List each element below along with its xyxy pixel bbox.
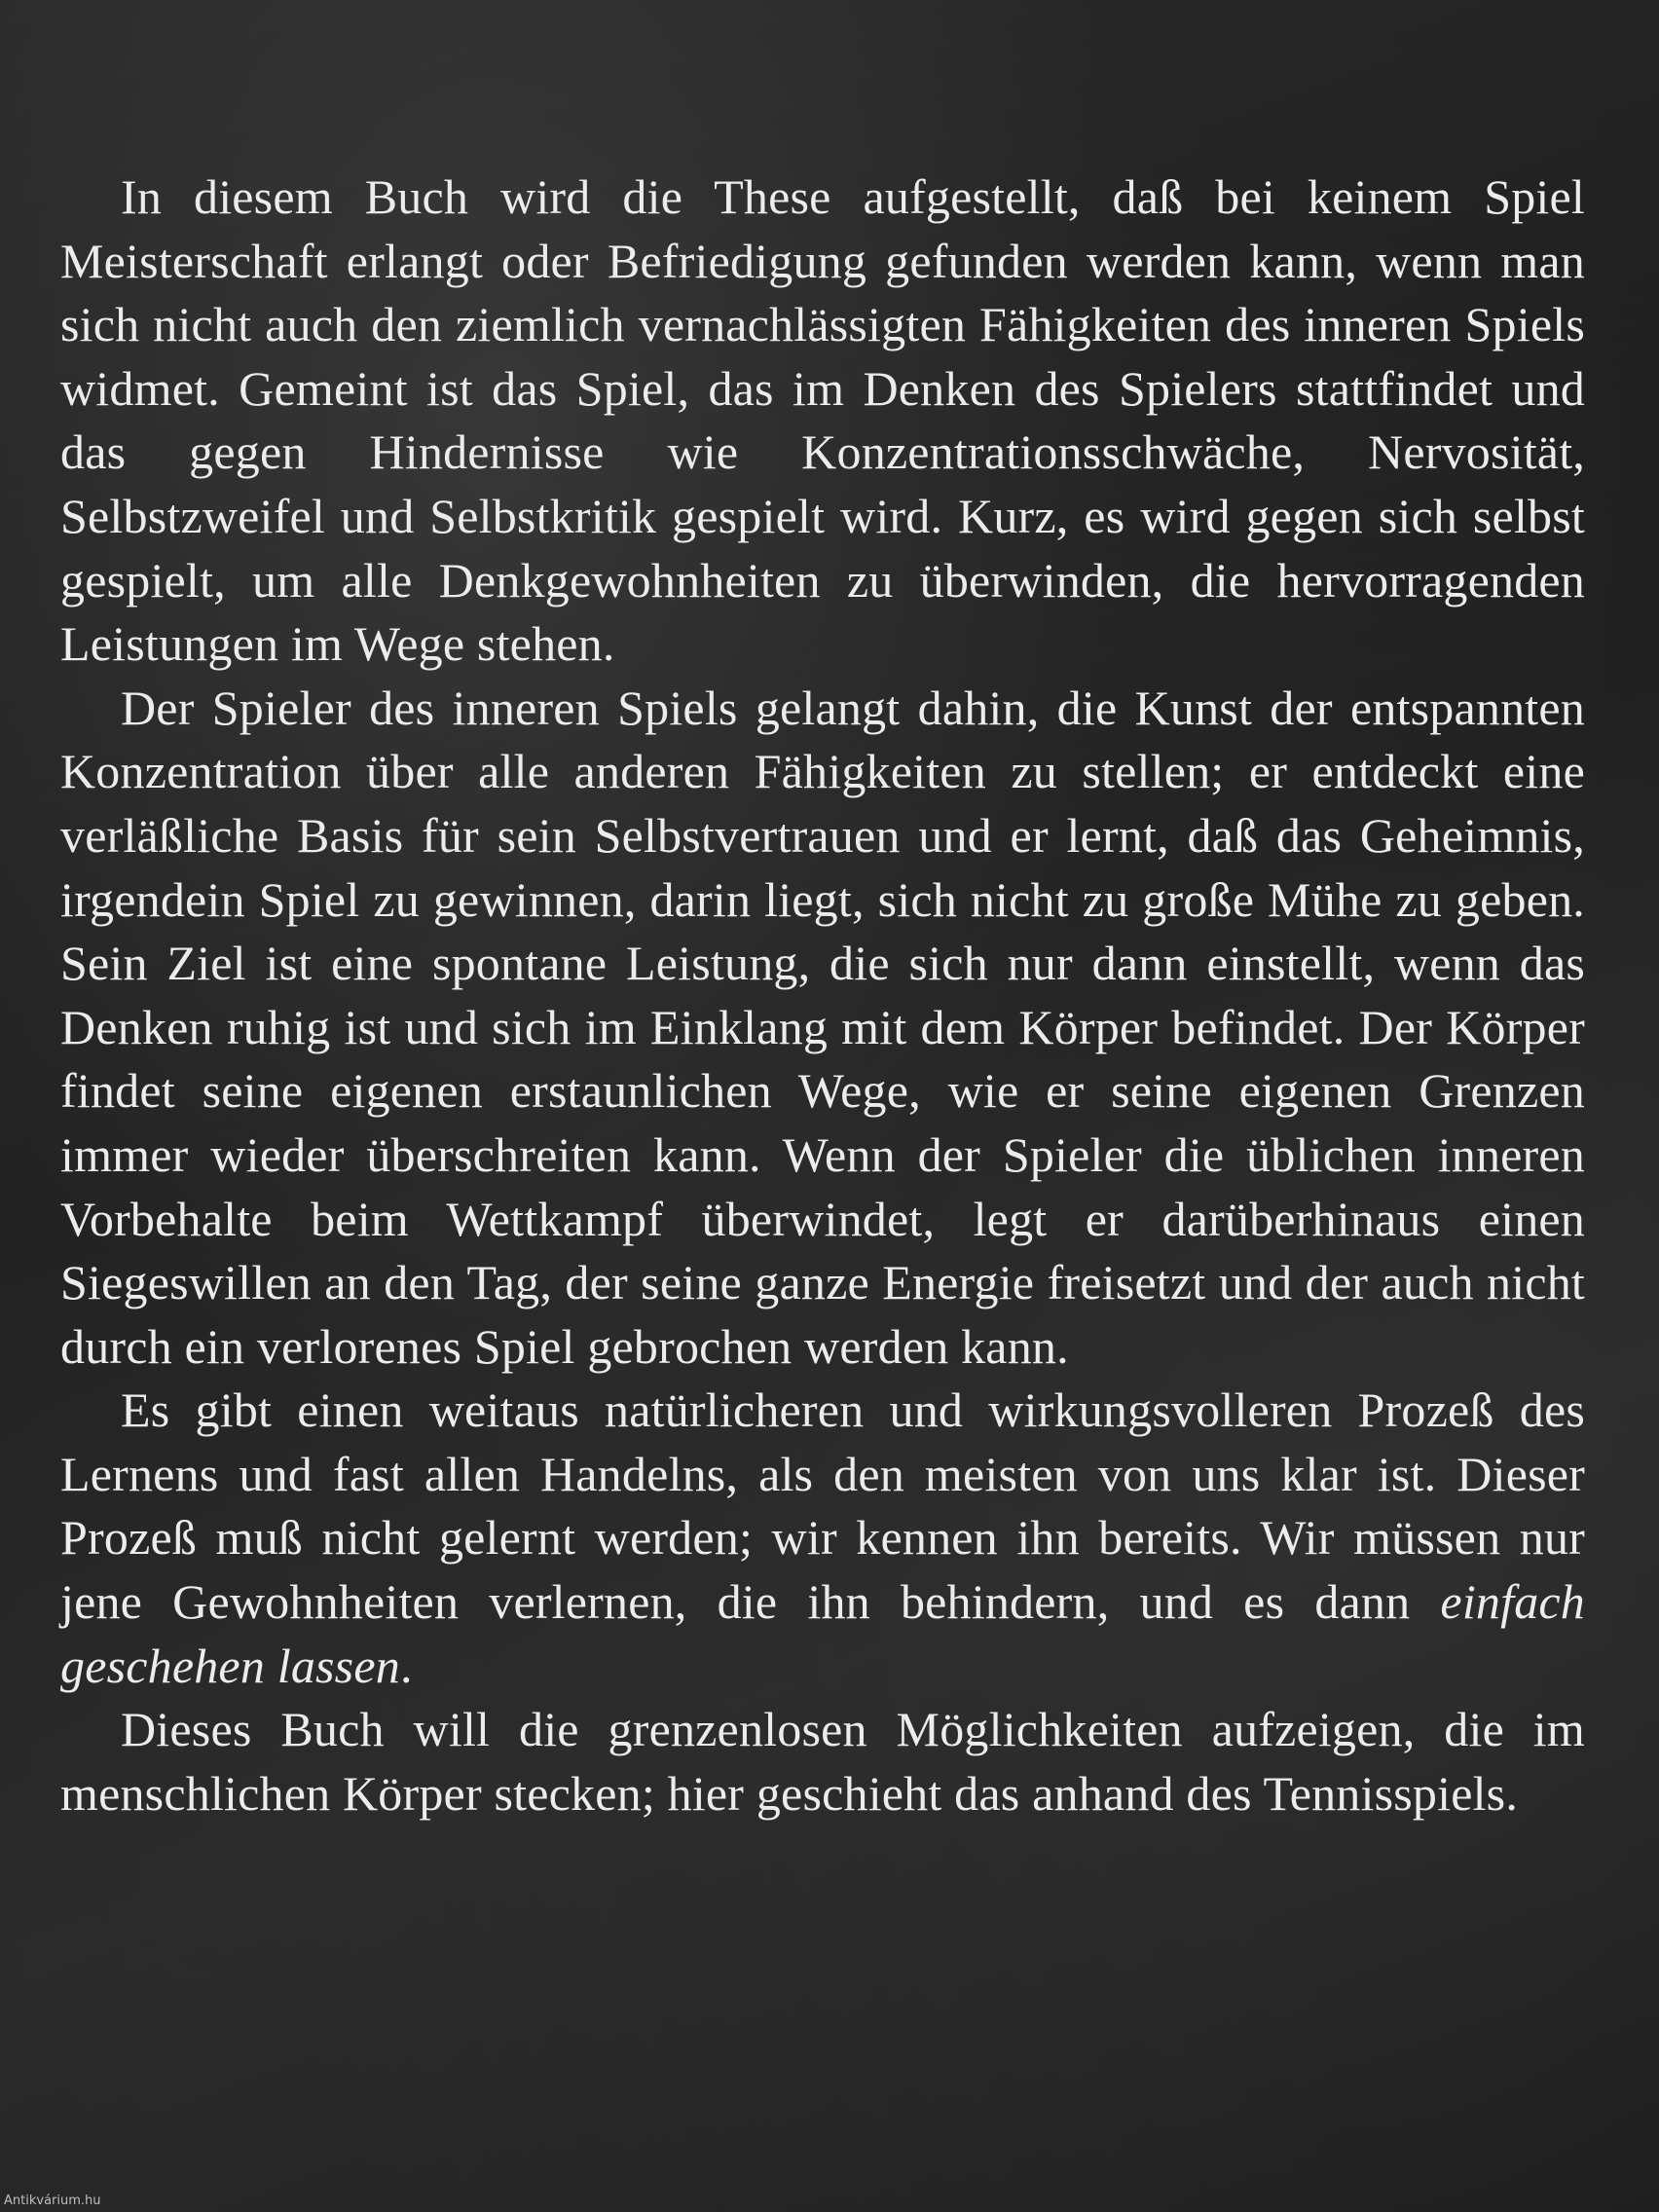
blurb-paragraph-3-text: Es gibt einen weitaus natürlicheren und wirkungsvolleren Prozeß des Lernens und fast allen Handelns, als den meisten von uns klar ist. Dieser Prozeß muß nicht gelernt werden; wir kennen ihn bereits. Wir müssen nur jene Gewohnheiten verlernen, die ihn behindern, und es dann: [60, 1382, 1585, 1630]
blurb-paragraph-1: In diesem Buch wird die These aufgestellt, daß bei keinem Spiel Meisterschaft erlangt oder Befriedigung gefunden werden kann, wenn man sich nicht auch den ziemlich vernachlässigten Fähigkeiten des inneren Spiels widmet. Gemeint ist das Spiel, das im Denken des Spielers stattfindet und das gegen Hindernisse wie Konzentrationsschwäche, Nervosität, Selbstzweifel und Selbstkritik gespielt wird. Kurz, es wird gegen sich selbst gespielt, um alle Denkgewohnheiten zu überwinden, die hervorragenden Leistungen im Wege stehen.: [60, 169, 1585, 672]
blurb-paragraph-3-emphasis: einfach geschehen lassen: [60, 1574, 1585, 1693]
blurb-paragraph-3-end: .: [399, 1638, 413, 1693]
blurb-text-block: [60, 166, 1585, 1825]
blurb-paragraph-3: [60, 1379, 1585, 1698]
blurb-paragraph-4: Dieses Buch will die grenzenlosen Möglichkeiten aufzeigen, die im menschlichen Körper stecken; hier geschieht das anhand des Tennisspiels.: [60, 1702, 1585, 1821]
blurb-paragraph-2: Der Spieler des inneren Spiels gelangt dahin, die Kunst der entspannten Konzentration über alle anderen Fähigkeiten zu stellen; er entdeckt eine verläßliche Basis für sein Selbstvertrauen und er lernt, daß das Geheimnis, irgendein Spiel zu gewinnen, darin liegt, sich nicht zu große Mühe zu geben. Sein Ziel ist eine spontane Leistung, die sich nur dann einstellt, wenn das Denken ruhig ist und sich im Einklang mit dem Körper befindet. Der Körper findet seine eigenen erstaunlichen Wege, wie er seine eigenen Grenzen immer wieder überschreiten kann. Wenn der Spieler die üblichen inneren Vorbehalte beim Wettkampf überwindet, legt er darüberhinaus einen Siegeswillen an den Tag, der seine ganze Energie freisetzt und der auch nicht durch ein verlorenes Spiel gebrochen werden kann.: [60, 680, 1585, 1374]
watermark-label: Antikvárium.hu: [4, 2194, 101, 2208]
